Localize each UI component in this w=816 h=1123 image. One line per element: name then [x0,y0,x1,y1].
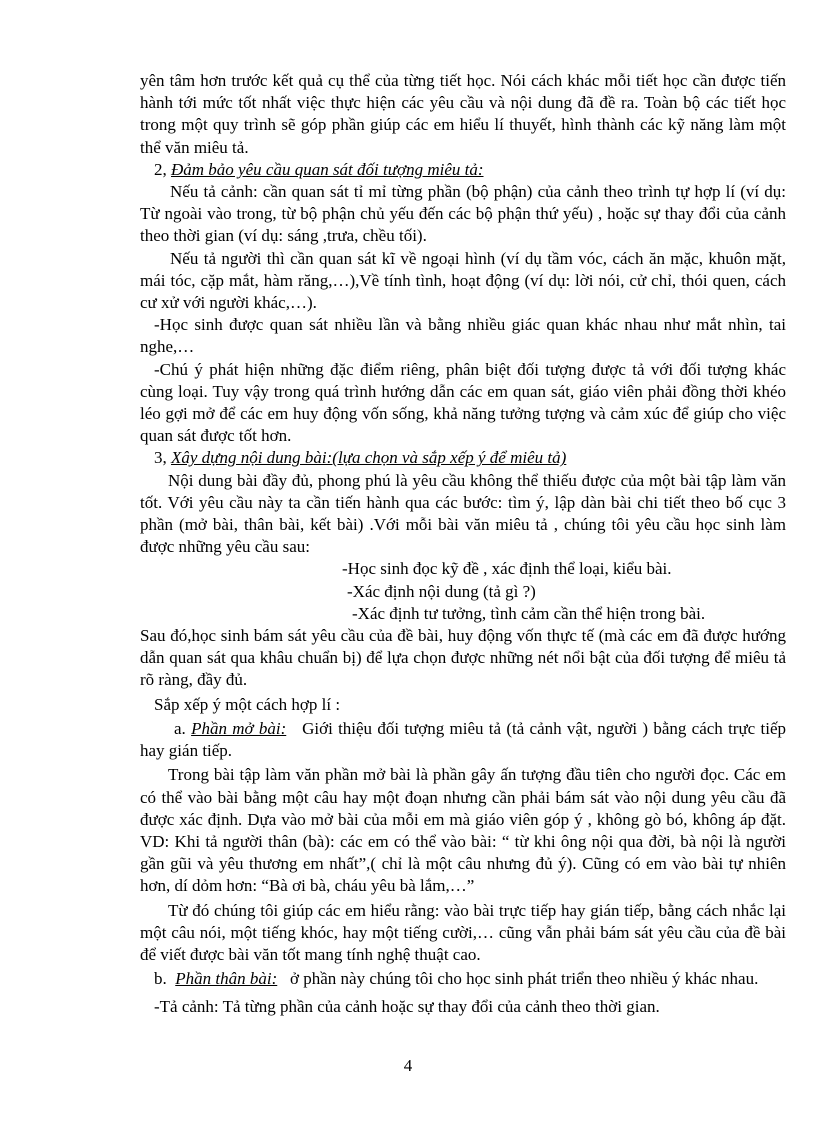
subsection-label: b. [154,969,167,989]
paragraph-observe-senses: -Học sinh được quan sát nhiều lần và bằng nhiều giác quan khác nhau như mắt nhìn, tai nghe,… [140,315,786,357]
paragraph-intro-part: Trong bài tập làm văn phần mở bài là phần gây ấn tượng đầu tiên cho người đọc. Các em có thể vào bài bằng một câu hay một đoạn nhưng cần phải bám sát vào nội dung yêu cầu đã được xác định. Dựa vào mở bài của mỗi em mà giáo viên góp ý , không gò bó, không áp đặt. VD: Khi tả người thân (bà): các em có thể vào bài: “ từ khi ông nội qua đời, bà nội là người gần gũi và yêu thương em nhất”,( chỉ là một câu nhưng đủ ý). Cũng có em vào bài tự nhiên hơn, dí dỏm hơn: “Bà ơi bà, cháu yêu bà lắm,…” [140,765,786,896]
subsection-a [140,718,786,762]
list-item: -Học sinh đọc kỹ đề , xác định thể loại, kiểu bài. [342,559,672,579]
paragraph-landscape: -Tả cảnh: Tả từng phần của cảnh hoặc sự thay đổi của cảnh theo thời gian. [154,997,660,1017]
section-title: Đảm bảo yêu cầu quan sát đối tượng miêu tả: [171,159,484,179]
subsection-text: Giới thiệu đối tượng miêu tả (tả cảnh vật, người ) bằng cách trực tiếp hay gián tiếp. [140,718,786,761]
section-number: 3, [154,448,167,468]
section-heading-2 [140,159,786,181]
paragraph-distinct-features: -Chú ý phát hiện những đặc điểm riêng, phân biệt đối tượng được tả với đối tượng khác cùng loại. Tuy vậy trong quá trình hướng dẫn các em quan sát, giáo viên phải đồng thời khéo léo gợi mở để các em huy động vốn sống, khả năng tưởng tượng và cảm xúc để giúp cho việc quan sát được tốt hơn. [140,359,786,446]
paragraph-content: Nội dung bài đầy đủ, phong phú là yêu cầu không thể thiếu được của một bài tập làm văn tốt. Với yêu cầu này ta cần tiến hành qua các bước: tìm ý, lập dàn bài chi tiết theo bố cục 3 phần (mở bài, thân bài, kết bài) .Với mỗi bài văn miêu tả , chúng tôi yêu cầu học sinh làm được những yêu cầu sau: [140,470,786,557]
document-page [140,70,786,1019]
paragraph-after: Sau đó,học sinh bám sát yêu cầu của đề bài, huy động vốn thực tế (mà các em đã được hướng dẫn quan sát qua khâu chuẩn bị) để lựa chọn được những nét nổi bật của đối tượng để miêu tả rõ ràng, đầy đủ. [140,626,786,690]
section-title: Xây dựng nội dung bài:(lựa chọn và sắp xếp ý để miêu tả) [171,448,567,468]
subsection-label: a. [174,718,186,738]
subsection-text: ở phần này chúng tôi cho học sinh phát triển theo nhiều ý khác nhau. [290,969,759,989]
paragraph-arrange: Sắp xếp ý một cách hợp lí : [154,694,341,714]
subsection-title: Phần thân bài: [175,969,278,989]
subsection-b [140,968,786,990]
page-number: 4 [403,1056,413,1075]
section-heading-3 [140,447,786,469]
paragraph-conclusion: Từ đó chúng tôi giúp các em hiểu rằng: vào bài trực tiếp hay gián tiếp, bằng cách nhắc lại một câu nói, một tiếng khóc, hay một tiếng cười,… cũng vẫn phải bám sát yêu cầu của đề bài để viết được bài văn tốt mang tính nghệ thuật cao. [140,900,786,964]
paragraph-landscape-observation: Nếu tả cảnh: cần quan sát tỉ mỉ từng phần (bộ phận) của cảnh theo trình tự hợp lí (ví dụ: Từ ngoài vào trong, từ bộ phận chủ yếu đến các bộ phận thứ yếu) , hoặc sự thay đổi của cảnh theo thời gian (ví dụ: sáng ,trưa, chều tối). [140,182,786,246]
list-item: -Xác định tư tưởng, tình cảm cần thể hiện trong bài. [352,603,706,623]
list-item: -Xác định nội dung (tả gì ?) [347,581,536,601]
paragraph-intro: yên tâm hơn trước kết quả cụ thể của từng tiết học. Nói cách khác mỗi tiết học cần được tiến hành tới mức tốt nhất việc thực hiện các yêu cầu và nội dung đã đề ra. Toàn bộ các tiết học trong một quy trình sẽ góp phần giúp các em hiểu lí thuyết, hình thành các kỹ năng làm một thể văn miêu tả. [140,71,786,157]
subsection-title: Phần mở bài: [191,718,287,738]
requirements-list [140,558,786,625]
paragraph-person-observation: Nếu tả người thì cần quan sát kĩ về ngoại hình (ví dụ tầm vóc, cách ăn mặc, khuôn mặt, mái tóc, cặp mắt, hàm răng,…),Về tính tình, hoạt động (ví dụ: lời nói, cử chỉ, thói quen, cách cư xử với người khác,…). [140,248,786,313]
section-number: 2, [154,159,167,179]
